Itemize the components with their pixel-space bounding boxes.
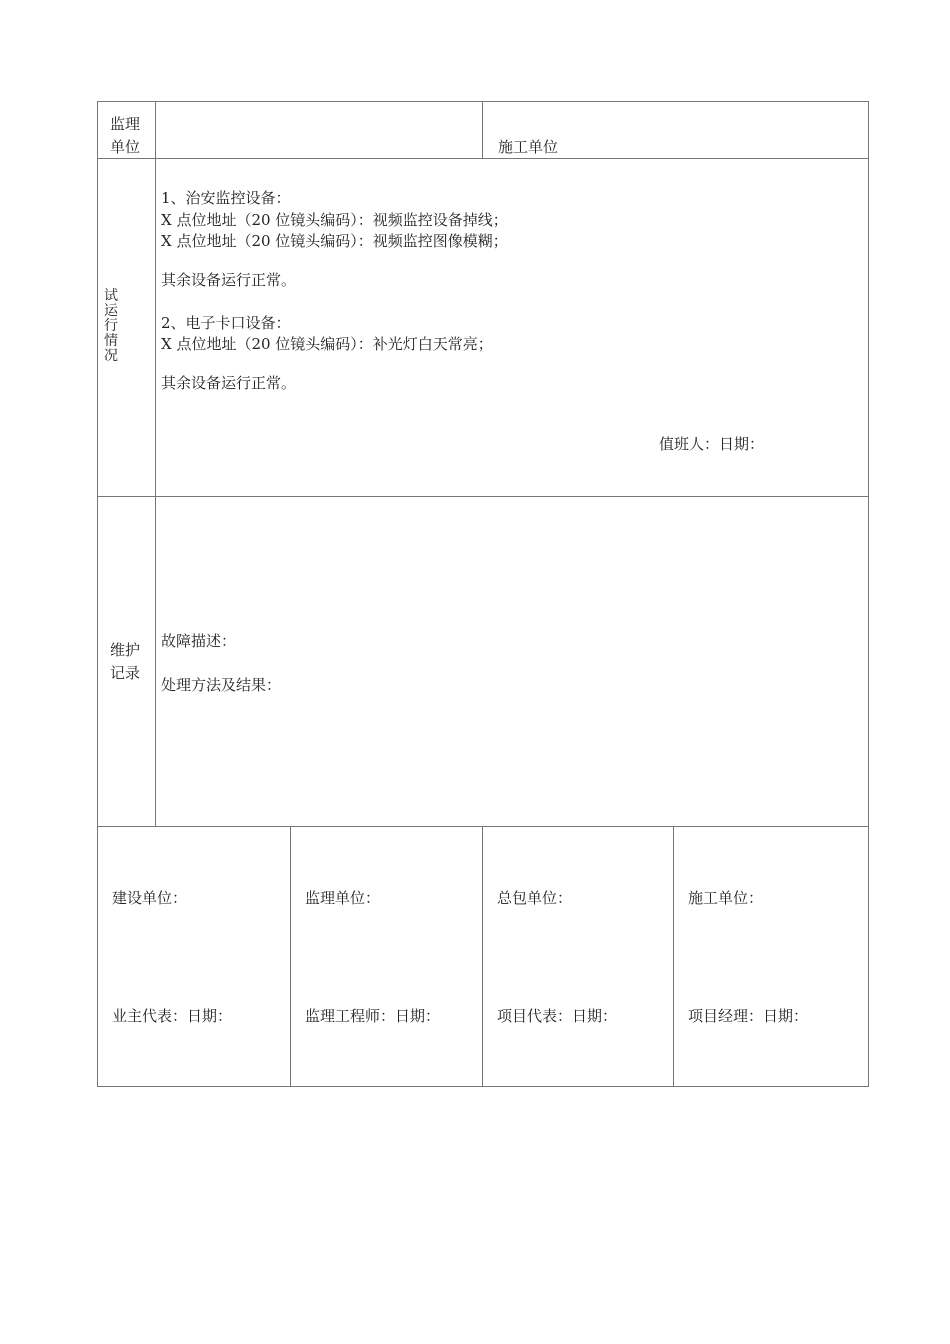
signoff-divider-2 (482, 826, 483, 1087)
owner-representative-date: 业主代表：日期： (112, 1007, 233, 1025)
maintenance-label-line1: 维护 (110, 641, 141, 659)
signoff-divider-3 (673, 826, 674, 1087)
trial-run-label-char: 况 (104, 348, 118, 364)
security-monitoring-item-2: X 点位地址（20 位镜头编码）：视频监控图像模糊； (161, 232, 508, 250)
table-border-top (97, 101, 869, 102)
electronic-checkpoint-item-1: X 点位地址（20 位镜头编码）：补光灯白天常亮； (161, 335, 493, 353)
trial-run-label-char: 运 (104, 303, 118, 319)
maintenance-label-line2: 记录 (110, 664, 141, 682)
trial-run-label-char: 试 (104, 288, 118, 304)
row-divider-2 (97, 496, 869, 497)
supervision-unit: 监理单位： (305, 889, 381, 907)
electronic-checkpoint-rest: 其余设备运行正常。 (161, 374, 297, 392)
security-monitoring-item-1: X 点位地址（20 位镜头编码）：视频监控设备掉线； (161, 211, 508, 229)
supervision-engineer-date: 监理工程师：日期： (305, 1007, 441, 1025)
table-border-bottom (97, 1086, 869, 1087)
construction-unit-label: 施工单位 (498, 138, 559, 156)
header-cell-divider (482, 101, 483, 159)
fault-description: 故障描述： (161, 632, 237, 650)
construction-unit: 施工单位： (688, 889, 764, 907)
owner-unit: 建设单位： (112, 889, 188, 907)
supervision-unit-label-line1: 监理 (110, 115, 141, 133)
trial-run-label-char: 情 (104, 333, 118, 349)
supervision-unit-label-line2: 单位 (110, 138, 141, 156)
signoff-divider-1 (290, 826, 291, 1087)
trial-run-label-char: 行 (104, 318, 118, 334)
project-representative-date: 项目代表：日期： (497, 1007, 618, 1025)
row-divider-3 (97, 826, 869, 827)
general-contractor-unit: 总包单位： (497, 889, 573, 907)
security-monitoring-rest: 其余设备运行正常。 (161, 271, 297, 289)
row-divider-1 (97, 158, 869, 159)
label-column-divider (155, 101, 156, 827)
duty-person-date: 值班人：日期： (659, 435, 765, 453)
project-manager-date: 项目经理：日期： (688, 1007, 809, 1025)
handling-method-result: 处理方法及结果： (161, 676, 282, 694)
trial-run-label (103, 289, 119, 364)
table-border-left (97, 101, 98, 1087)
electronic-checkpoint-title: 2、电子卡口设备： (161, 314, 291, 332)
security-monitoring-title: 1、治安监控设备： (161, 189, 291, 207)
table-border-right (868, 101, 869, 1087)
